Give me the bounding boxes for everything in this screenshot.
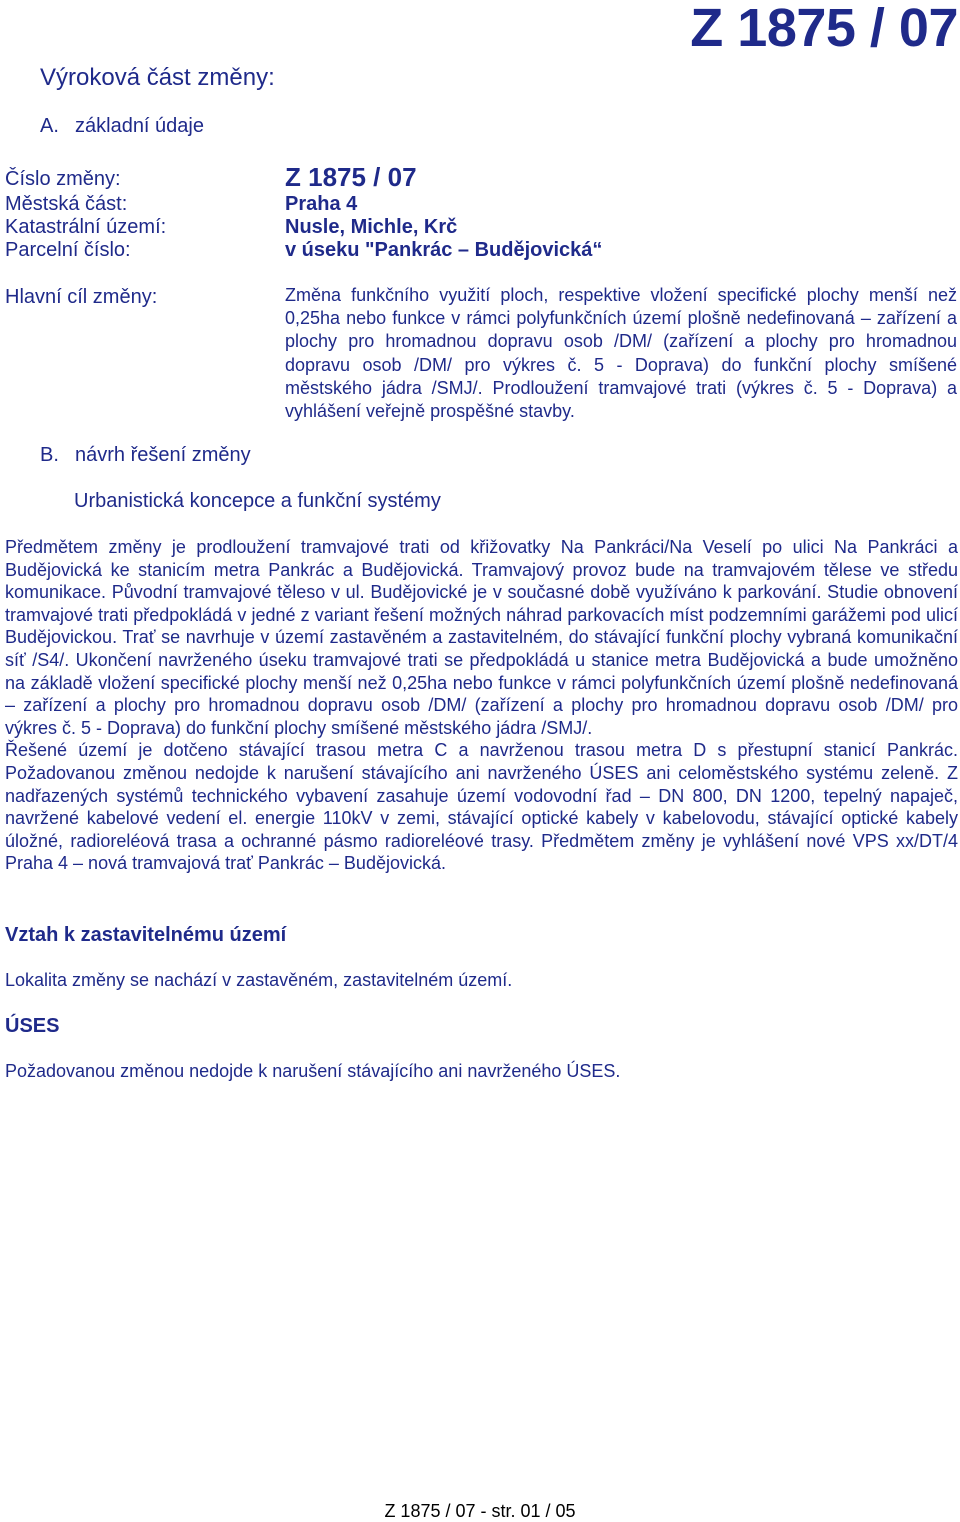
uses-heading: ÚSES — [5, 1015, 60, 1037]
urbanism-subheading: Urbanistická koncepce a funkční systémy — [74, 490, 441, 512]
vztah-text: Lokalita změny se nachází v zastavěném, zastavitelném území. — [5, 970, 513, 990]
section-a-number: A. — [40, 115, 59, 137]
section-b-number: B. — [40, 444, 59, 466]
section-title: Výroková část změny: — [40, 64, 275, 91]
label-cislo-zmeny: Číslo změny: — [5, 168, 121, 190]
section-b-heading — [40, 441, 251, 469]
uses-text: Požadovanou změnou nedojde k narušení stávajícího ani navrženého ÚSES. — [5, 1061, 621, 1081]
document-code: Z 1875 / 07 — [690, 0, 958, 58]
value-mestska-cast: Praha 4 — [285, 193, 358, 215]
page-footer: Z 1875 / 07 - str. 01 / 05 — [384, 1501, 576, 1521]
section-a-heading — [40, 112, 204, 140]
value-katastralni-uzemi: Nusle, Michle, Krč — [285, 216, 458, 238]
vztah-heading: Vztah k zastavitelnému území — [5, 924, 287, 946]
section-a-title: základní údaje — [75, 115, 204, 137]
section-b-title: návrh řešení změny — [75, 444, 251, 466]
label-hlavni-cil: Hlavní cíl změny: — [5, 286, 158, 308]
label-mestska-cast: Městská část: — [5, 193, 128, 215]
body-paragraph: Řešené území je dotčeno stávající trasou metra C a navrženou trasou metra D s přestupní stanicí Pankrác. Požadovanou změnou nedojde k narušení stávajícího ani navrženého ÚSES ani celoměstského systému zeleně. Z nadřazených systémů technického vybavení zasahuje území vodovodní řad – DN 800, DN 1200, tepelný napaječ, navržené kabelové vedení el. energie 110kV v zemi, stávající optické kabely v kabelovodu, stávající optické kabely úložné, radioreléová trasa a ochranné pásmo radioreléové trasy. Předmětem změny je vyhlášení nové VPS xx/DT/4 Praha 4 – nová tramvajová trať Pankrác – Budějovická. — [5, 740, 958, 874]
label-katastralni-uzemi: Katastrální území: — [5, 216, 167, 238]
body-text — [5, 536, 958, 875]
value-parcelni-cislo: v úseku "Pankrác – Budějovická“ — [285, 239, 603, 261]
value-cislo-zmeny: Z 1875 / 07 — [285, 162, 417, 192]
label-parcelni-cislo: Parcelní číslo: — [5, 239, 131, 261]
body-paragraph: Předmětem změny je prodloužení tramvajové trati od křižovatky Na Pankráci/Na Veselí po ulici Na Pankráci a Budějovická ke stanicím metra Pankrác a Budějovická. Tramvajový provoz bude na tramvajovém tělese ve středu komunikace. Původní tramvajové těleso v ul. Budějovické je v současné době využíváno k parkování. Studie obnovení tramvajové trati předpokládá v jedné z variant řešení možných náhrad parkovacích míst podzemními garážemi pod ulicí Budějovickou. Trať se navrhuje v území zastavěném a zastavitelném, do stávající funkční plochy vybraná komunikační síť /S4/. Ukončení navrženého úseku tramvajové trati se předpokládá u stanice metra Budějovická a bude umožněno na základě vložení specifické plochy menší než 0,25ha nebo funkce v rámci polyfunkčních území plošně nedefinovaná – zařízení a plochy pro hromadnou dopravu osob /DM/ (zařízení a plochy pro hromadnou dopravu osob /DM/ pro výkres č. 5 - Doprava) do funkční plochy smíšené městského jádra /SMJ/. — [5, 537, 958, 738]
goal-text: Změna funkčního využití ploch, respektive vložení specifické plochy menší než 0,25ha nebo funkce v rámci polyfunkčních území plošně nedefinovaná – zařízení a plochy pro hromadnou dopravu osob /DM/ (zařízení a plochy pro hromadnou dopravu osob /DM/ pro výkres č. 5 - Doprava) do funkční plochy smíšené městského jádra /SMJ/. Prodloužení tramvajové trati (výkres č. 5 - Doprava) a vyhlášení veřejně prospěšné stavby. — [285, 285, 957, 422]
